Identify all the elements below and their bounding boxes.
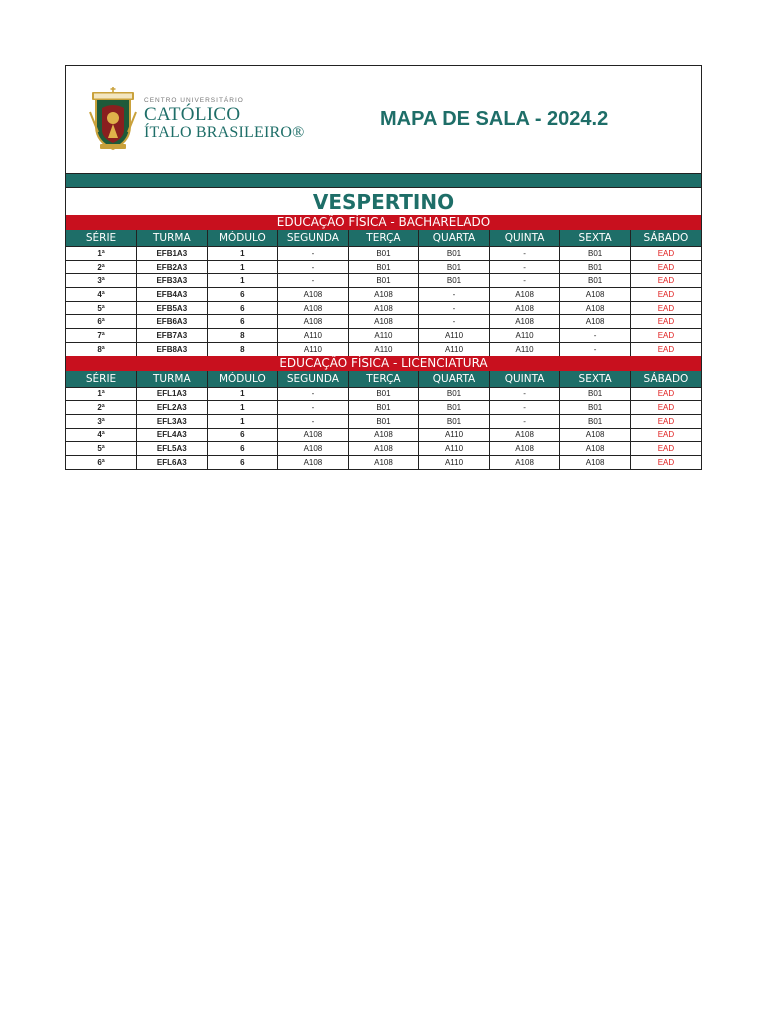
table-cell: EAD <box>630 260 701 274</box>
table-cell: EFB5A3 <box>137 301 208 315</box>
table-cell: EFL4A3 <box>137 428 208 442</box>
table-cell: A108 <box>560 301 631 315</box>
column-header: SÉRIE <box>66 230 137 247</box>
table-cell: A110 <box>278 342 349 355</box>
table-cell: EFB2A3 <box>137 260 208 274</box>
table-cell: 8ª <box>66 342 137 355</box>
table-row <box>66 414 701 428</box>
shift-title: VESPERTINO <box>312 190 455 214</box>
table-cell: EAD <box>630 301 701 315</box>
table-cell: EAD <box>630 274 701 288</box>
table-cell: EAD <box>630 442 701 456</box>
table-cell: 3ª <box>66 414 137 428</box>
table-cell: A110 <box>419 342 490 355</box>
schedule-table <box>66 371 701 469</box>
table-row <box>66 329 701 343</box>
table-cell: EFL1A3 <box>137 387 208 401</box>
column-header: QUINTA <box>489 230 560 247</box>
table-cell: B01 <box>348 414 419 428</box>
table-row <box>66 387 701 401</box>
course-banner: EDUCAÇÃO FÍSICA - LICENCIATURA <box>66 356 701 371</box>
table-cell: 1 <box>207 414 278 428</box>
table-cell: A108 <box>278 301 349 315</box>
table-cell: - <box>419 288 490 302</box>
table-cell: - <box>419 301 490 315</box>
table-cell: 1 <box>207 401 278 415</box>
table-cell: 8 <box>207 342 278 355</box>
table-row <box>66 301 701 315</box>
table-cell: - <box>489 274 560 288</box>
table-cell: EFL6A3 <box>137 455 208 468</box>
table-cell: A108 <box>489 315 560 329</box>
column-header: QUINTA <box>489 371 560 388</box>
table-cell: EFL2A3 <box>137 401 208 415</box>
table-cell: EAD <box>630 342 701 355</box>
table-cell: EAD <box>630 414 701 428</box>
table-cell: EAD <box>630 387 701 401</box>
table-cell: B01 <box>348 247 419 261</box>
table-cell: A108 <box>560 442 631 456</box>
table-cell: EAD <box>630 428 701 442</box>
table-cell: B01 <box>419 260 490 274</box>
table-row <box>66 288 701 302</box>
table-cell: B01 <box>419 247 490 261</box>
divider-band <box>66 174 701 188</box>
table-cell: A108 <box>489 442 560 456</box>
table-cell: A108 <box>348 288 419 302</box>
column-header: SÉRIE <box>66 371 137 388</box>
column-header: SÁBADO <box>630 371 701 388</box>
table-cell: EAD <box>630 288 701 302</box>
column-header: MÓDULO <box>207 230 278 247</box>
table-cell: EFB4A3 <box>137 288 208 302</box>
table-cell: A108 <box>489 455 560 468</box>
table-cell: EFB3A3 <box>137 274 208 288</box>
table-cell: 6 <box>207 442 278 456</box>
table-row <box>66 342 701 355</box>
table-cell: EFB8A3 <box>137 342 208 355</box>
column-header: TURMA <box>137 230 208 247</box>
table-cell: A108 <box>278 455 349 468</box>
table-cell: A108 <box>489 428 560 442</box>
table-cell: - <box>489 260 560 274</box>
table-cell: A108 <box>489 288 560 302</box>
table-cell: B01 <box>560 414 631 428</box>
column-header: SEXTA <box>560 371 631 388</box>
table-cell: - <box>419 315 490 329</box>
column-header: MÓDULO <box>207 371 278 388</box>
table-cell: B01 <box>560 274 631 288</box>
table-cell: 1 <box>207 247 278 261</box>
table-cell: EFB1A3 <box>137 247 208 261</box>
column-header: QUARTA <box>419 230 490 247</box>
table-cell: A108 <box>348 455 419 468</box>
table-cell: 6 <box>207 455 278 468</box>
table-cell: 7ª <box>66 329 137 343</box>
table-cell: A108 <box>348 301 419 315</box>
table-cell: 3ª <box>66 274 137 288</box>
table-header-row <box>66 371 701 388</box>
column-header: TERÇA <box>348 371 419 388</box>
table-cell: - <box>278 414 349 428</box>
table-cell: B01 <box>348 387 419 401</box>
table-cell: 6 <box>207 288 278 302</box>
table-cell: - <box>489 247 560 261</box>
table-cell: EFB7A3 <box>137 329 208 343</box>
table-cell: 1 <box>207 274 278 288</box>
table-cell: B01 <box>560 401 631 415</box>
table-cell: A108 <box>489 301 560 315</box>
crest-icon <box>88 86 138 152</box>
table-row <box>66 315 701 329</box>
table-cell: B01 <box>419 387 490 401</box>
column-header: QUARTA <box>419 371 490 388</box>
table-cell: - <box>489 414 560 428</box>
table-cell: B01 <box>348 401 419 415</box>
table-cell: - <box>278 260 349 274</box>
table-cell: B01 <box>419 401 490 415</box>
table-cell: 6 <box>207 428 278 442</box>
table-cell: B01 <box>560 247 631 261</box>
sheet-header <box>66 66 701 174</box>
table-cell: A110 <box>489 342 560 355</box>
table-cell: A110 <box>348 329 419 343</box>
table-cell: A108 <box>560 428 631 442</box>
table-cell: EAD <box>630 455 701 468</box>
table-cell: EFL5A3 <box>137 442 208 456</box>
table-row <box>66 247 701 261</box>
column-header: SEGUNDA <box>278 230 349 247</box>
document-title: MAPA DE SALA - 2024.2 <box>380 108 609 130</box>
table-cell: - <box>278 401 349 415</box>
table-row <box>66 274 701 288</box>
table-cell: B01 <box>419 274 490 288</box>
table-cell: - <box>489 387 560 401</box>
table-cell: A108 <box>278 288 349 302</box>
table-cell: - <box>560 342 631 355</box>
schedule-table <box>66 230 701 356</box>
table-header-row <box>66 230 701 247</box>
column-header: SEGUNDA <box>278 371 349 388</box>
table-cell: 1 <box>207 260 278 274</box>
table-cell: A110 <box>419 428 490 442</box>
table-cell: A108 <box>348 428 419 442</box>
table-cell: A110 <box>489 329 560 343</box>
logo-text <box>144 97 305 142</box>
table-cell: A110 <box>419 455 490 468</box>
table-cell: - <box>278 387 349 401</box>
table-cell: B01 <box>419 414 490 428</box>
table-row <box>66 260 701 274</box>
table-cell: EAD <box>630 329 701 343</box>
room-map-sheet <box>65 65 702 470</box>
table-cell: EAD <box>630 401 701 415</box>
table-cell: A110 <box>348 342 419 355</box>
table-cell: 8 <box>207 329 278 343</box>
table-cell: 6ª <box>66 315 137 329</box>
logo-line-2: ÍTALO BRASILEIRO® <box>144 123 305 141</box>
table-row <box>66 401 701 415</box>
table-cell: EAD <box>630 247 701 261</box>
table-cell: EFB6A3 <box>137 315 208 329</box>
column-header: SEXTA <box>560 230 631 247</box>
schedule-sections <box>66 215 701 469</box>
table-cell: A108 <box>560 455 631 468</box>
table-cell: A108 <box>278 315 349 329</box>
column-header: SÁBADO <box>630 230 701 247</box>
table-cell: 2ª <box>66 260 137 274</box>
logo-line-1: CATÓLICO <box>144 103 241 125</box>
column-header: TERÇA <box>348 230 419 247</box>
table-cell: A108 <box>348 315 419 329</box>
table-cell: B01 <box>560 260 631 274</box>
table-cell: - <box>278 274 349 288</box>
table-cell: A108 <box>278 428 349 442</box>
table-cell: A110 <box>419 329 490 343</box>
table-cell: A108 <box>348 442 419 456</box>
table-cell: 6ª <box>66 455 137 468</box>
logo-small-text: CENTRO UNIVERSITÁRIO <box>144 96 244 104</box>
table-cell: 6 <box>207 315 278 329</box>
table-cell: 1 <box>207 387 278 401</box>
column-header: TURMA <box>137 371 208 388</box>
table-cell: 1ª <box>66 247 137 261</box>
table-cell: 2ª <box>66 401 137 415</box>
table-cell: B01 <box>348 260 419 274</box>
table-cell: 4ª <box>66 288 137 302</box>
table-cell: A108 <box>560 288 631 302</box>
table-cell: - <box>278 247 349 261</box>
table-row <box>66 442 701 456</box>
table-cell: EFL3A3 <box>137 414 208 428</box>
table-cell: B01 <box>348 274 419 288</box>
table-cell: 1ª <box>66 387 137 401</box>
table-cell: A110 <box>419 442 490 456</box>
table-cell: - <box>560 329 631 343</box>
institution-logo <box>88 86 305 152</box>
table-cell: A110 <box>278 329 349 343</box>
table-cell: A108 <box>560 315 631 329</box>
course-banner: EDUCAÇÃO FÍSICA - BACHARELADO <box>66 215 701 230</box>
table-row <box>66 455 701 468</box>
table-cell: EAD <box>630 315 701 329</box>
table-cell: 4ª <box>66 428 137 442</box>
table-cell: B01 <box>560 387 631 401</box>
table-cell: - <box>489 401 560 415</box>
table-cell: 5ª <box>66 301 137 315</box>
table-cell: 6 <box>207 301 278 315</box>
table-row <box>66 428 701 442</box>
table-cell: 5ª <box>66 442 137 456</box>
table-cell: A108 <box>278 442 349 456</box>
